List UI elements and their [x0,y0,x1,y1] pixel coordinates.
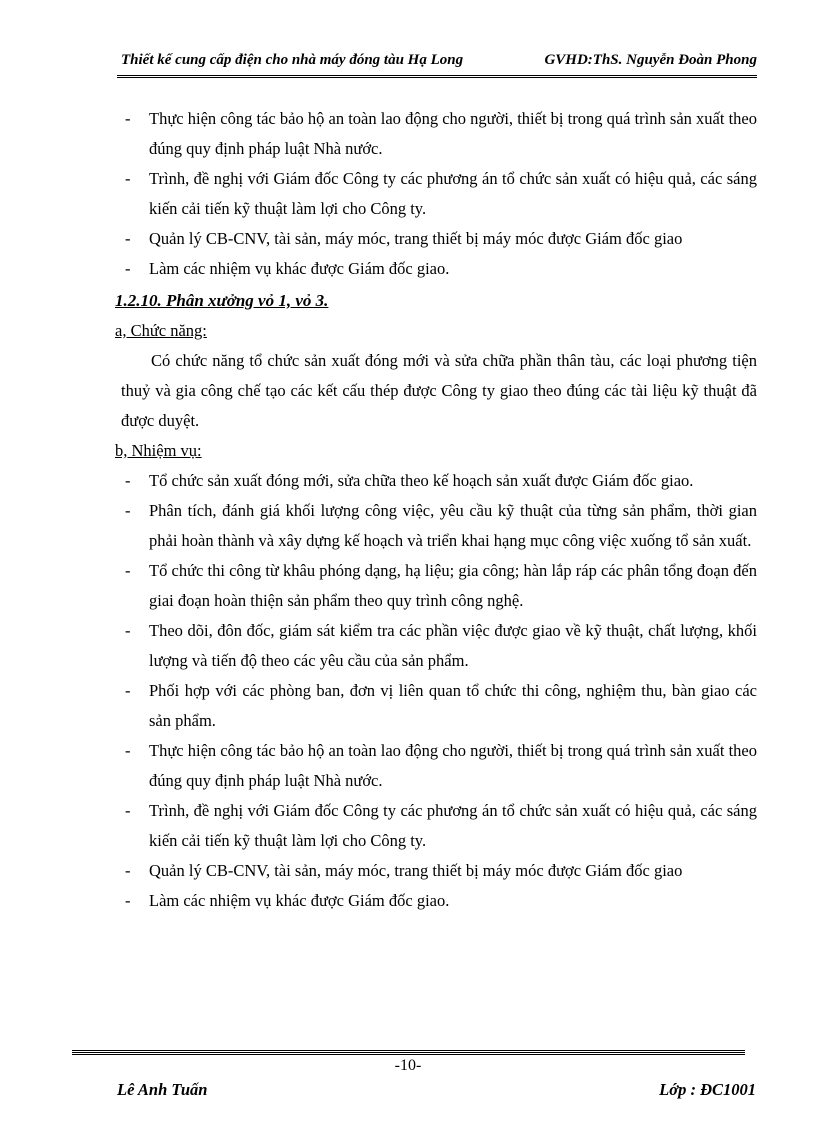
page-number: -10- [394,1057,422,1074]
list-item: - Tổ chức thi công từ khâu phóng dạng, hạ liệu; gia công; hàn lắp ráp các phân tổng đoạn đến giai đoạn hoàn thiện sản phẩm theo quy trình công nghệ. [125,561,757,610]
header-rule [117,75,757,78]
list-item: - Làm các nhiệm vụ khác được Giám đốc giao. [125,891,450,910]
section-heading: 1.2.10. Phân xưởng vỏ 1, vỏ 3. [115,291,329,310]
page-body [115,104,757,916]
footer-rule [72,1050,745,1055]
list-item: - Thực hiện công tác bảo hộ an toàn lao động cho người, thiết bị trong quá trình sản xuất theo đúng quy định pháp luật Nhà nước. [125,109,757,158]
duty-list [115,466,757,916]
list-item: - Quản lý CB-CNV, tài sản, máy móc, trang thiết bị máy móc được Giám đốc giao [125,229,683,248]
document-title: Thiết kế cung cấp điện cho nhà máy đóng tàu Hạ Long [121,52,464,68]
class-name: Lớp : ĐC1001 [659,1080,756,1099]
list-item: - Trình, đề nghị với Giám đốc Công ty các phương án tổ chức sản xuất có hiệu quả, các sáng kiến cải tiến kỹ thuật làm lợi cho Công ty. [125,801,757,850]
advisor-name: GVHD:ThS. Nguyễn Đoàn Phong [544,52,757,68]
list-item: - Tổ chức sản xuất đóng mới, sửa chữa theo kế hoạch sản xuất được Giám đốc giao. [125,471,694,490]
page-header [117,50,757,76]
function-heading: a, Chức năng: [115,321,207,340]
list-item: - Quản lý CB-CNV, tài sản, máy móc, trang thiết bị máy móc được Giám đốc giao [125,861,683,880]
list-item: - Làm các nhiệm vụ khác được Giám đốc giao. [125,259,450,278]
duty-heading: b, Nhiệm vụ: [115,441,202,460]
list-item: - Phân tích, đánh giá khối lượng công việc, yêu cầu kỹ thuật của từng sản phẩm, thời gian phải hoàn thành và xây dựng kế hoạch và triển khai hạng mục công việc xuống tổ sản xuất. [125,501,757,550]
list-item: - Theo dõi, đôn đốc, giám sát kiểm tra các phần việc được giao về kỹ thuật, chất lượng, khối lượng và tiến độ theo các yêu cầu của sản phẩm. [125,621,757,670]
function-paragraph: Có chức năng tổ chức sản xuất đóng mới và sửa chữa phần thân tàu, các loại phương tiện thuỷ và gia công chế tạo các kết cấu thép được Công ty giao theo đúng các tài liệu kỹ thuật đã được duyệt. [121,351,757,430]
list-item: - Phối hợp với các phòng ban, đơn vị liên quan tổ chức thi công, nghiệm thu, bàn giao các sản phẩm. [125,681,757,730]
top-list [115,104,757,284]
list-item: - Trình, đề nghị với Giám đốc Công ty các phương án tổ chức sản xuất có hiệu quả, các sáng kiến cải tiến kỹ thuật làm lợi cho Công ty. [125,169,757,218]
list-item: - Thực hiện công tác bảo hộ an toàn lao động cho người, thiết bị trong quá trình sản xuất theo đúng quy định pháp luật Nhà nước. [125,741,757,790]
author-name: Lê Anh Tuấn [117,1080,208,1099]
